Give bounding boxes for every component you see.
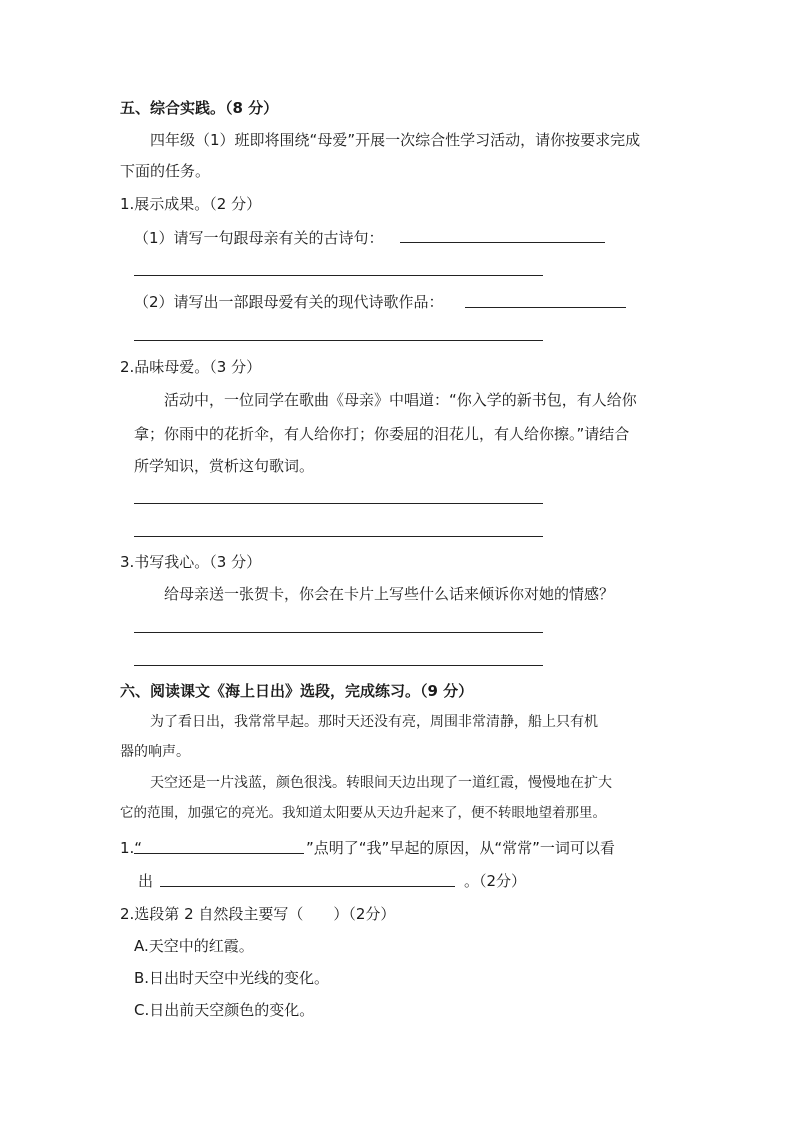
- q2-answer-line-2[interactable]: [134, 536, 543, 537]
- q3-text-line1: 给母亲送一张贺卡，你会在卡片上写些什么话来倾诉你对她的情感？: [164, 585, 615, 603]
- s6q1-answer-line-2[interactable]: [160, 886, 455, 887]
- section5-intro-line2: 下面的任务。: [120, 162, 211, 180]
- s6q1-start: 1.“: [120, 839, 143, 857]
- q1a-answer-line-2[interactable]: [134, 275, 543, 276]
- q1a-answer-line[interactable]: [400, 242, 605, 243]
- section5-intro-line1: 四年级（1）班即将围绕“母爱”开展一次综合性学习活动，请你按要求完成: [150, 131, 641, 149]
- q1b-answer-line-2[interactable]: [134, 340, 543, 341]
- q1b-prompt: （2）请写出一部跟母爱有关的现代诗歌作品：: [134, 293, 444, 311]
- s6q2-title: 2.选段第 2 自然段主要写（ ）（2分）: [120, 905, 396, 923]
- q1-title: 1.展示成果。（2 分）: [120, 195, 262, 213]
- q3-title: 3.书写我心。（3 分）: [120, 553, 262, 571]
- passage-p1-line1: 为了看日出，我常常早起。那时天还没有亮，周围非常清静，船上只有机: [150, 714, 598, 730]
- q2-title: 2.品味母爱。（3 分）: [120, 358, 262, 376]
- s6q2-option-c: C.日出前天空颜色的变化。: [134, 1001, 315, 1019]
- s6q2-option-b: B.日出时天空中光线的变化。: [134, 969, 330, 987]
- s6q1-line2-end: 。（2分）: [464, 872, 527, 890]
- q3-answer-line-1[interactable]: [134, 632, 543, 633]
- q2-answer-line-1[interactable]: [134, 503, 543, 504]
- s6q1-answer-line-1[interactable]: [134, 853, 304, 854]
- s6q2-option-a: A.天空中的红霞。: [134, 937, 254, 955]
- q1a-prompt: （1）请写一句跟母亲有关的古诗句：: [134, 229, 384, 247]
- q2-text-line3: 所学知识，赏析这句歌词。: [134, 457, 315, 475]
- q2-text-line2: 拿；你雨中的花折伞，有人给你打；你委屈的泪花儿，有人给你擦。”请结合: [134, 425, 630, 443]
- s6q1-line2-start: 出: [138, 872, 154, 890]
- passage-p1-line2: 器的响声。: [120, 744, 190, 760]
- s6q1-text: ”点明了“我”早起的原因，从“常常”一词可以看: [306, 839, 615, 857]
- section5-heading: 五、综合实践。（8 分）: [120, 99, 279, 117]
- passage-p2-line2: 它的范围，加强它的亮光。我知道太阳要从天边升起来了，便不转眼地望着那里。: [120, 805, 606, 821]
- q2-text-line1: 活动中，一位同学在歌曲《母亲》中唱道：“你入学的新书包，有人给你: [164, 391, 637, 409]
- q1b-answer-line[interactable]: [465, 307, 626, 308]
- passage-p2-line1: 天空还是一片浅蓝，颜色很浅。转眼间天边出现了一道红霞，慢慢地在扩大: [150, 775, 612, 791]
- q3-answer-line-2[interactable]: [134, 665, 543, 666]
- section6-heading: 六、阅读课文《海上日出》选段，完成练习。（9 分）: [120, 682, 474, 700]
